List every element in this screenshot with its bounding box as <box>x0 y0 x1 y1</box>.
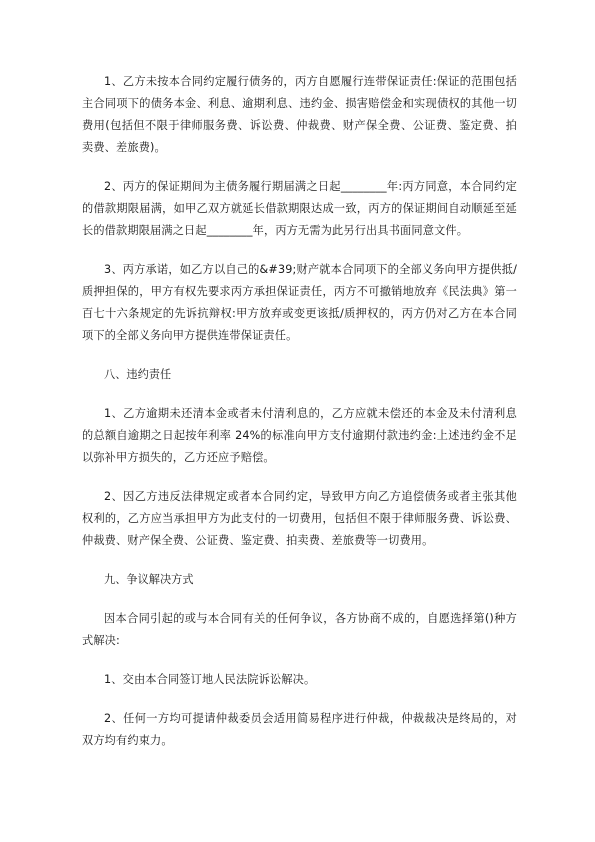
section-heading-dispute: 九、争议解决方式 <box>104 573 194 586</box>
clause-guarantee-undertaking: 3、丙方承诺，如乙方以自己的&#39;财产就本合同项下的全部义务向甲方提供抵/质押担保的，甲方有权先要求丙方承担保证责任，丙方不可撤销地放弃《民法典》第一百七十六条规定的先诉抗辩权:甲方放弃或变更该抵/质押权的，丙方仍对乙方在本合同项下的全部义务向甲方提供连带保证责任。 <box>82 263 517 342</box>
clause-dispute-option-arbitration: 2、任何一方均可提请仲裁委员会适用简易程序进行仲裁，仲裁裁决是终局的，对双方均有约束力。 <box>82 712 517 747</box>
clause-dispute-option-litigation: 1、交由本合同签订地人民法院诉讼解决。 <box>104 673 316 686</box>
clause-dispute-intro: 因本合同引起的或与本合同有关的任何争议，各方协商不成的，自愿选择第()种方式解决: <box>82 612 517 647</box>
clause-overdue-penalty: 1、乙方逾期未还清本金或者未付清利息的，乙方应就未偿还的本金及未付清利息的总额自逾期之日起按年利率 24%的标准向甲方支付逾期付款违约金:上述违约金不足以弥补甲方损失的，乙方还应予赔偿。 <box>82 407 517 464</box>
clause-guarantee-scope: 1、乙方未按本合同约定履行债务的，丙方自愿履行连带保证责任:保证的范围包括主合同项下的债务本金、利息、逾期利息、违约金、损害赔偿金和实现债权的其他一切费用(包括但不限于律师服务费、诉讼费、仲裁费、财产保全费、公证费、鉴定费、拍卖费、差旅费)。 <box>82 75 517 154</box>
clause-breach-costs: 2、因乙方违反法律规定或者本合同约定，导致甲方向乙方追偿债务或者主张其他权利的，乙方应当承担甲方为此支付的一切费用，包括但不限于律师服务费、诉讼费、仲裁费、财产保全费、公证费、鉴定费、拍卖费、差旅费等一切费用。 <box>82 490 517 547</box>
clause-guarantee-period: 2、丙方的保证期间为主债务履行期届满之日起________年:丙方同意，本合同约定的借款期限届满，如甲乙双方就延长借款期限达成一致，丙方的保证期间自动顺延至延长的借款期限届满之日起________年，丙方无需为此另行出具书面同意文件。 <box>82 180 517 237</box>
section-heading-breach: 八、违约责任 <box>104 368 172 381</box>
